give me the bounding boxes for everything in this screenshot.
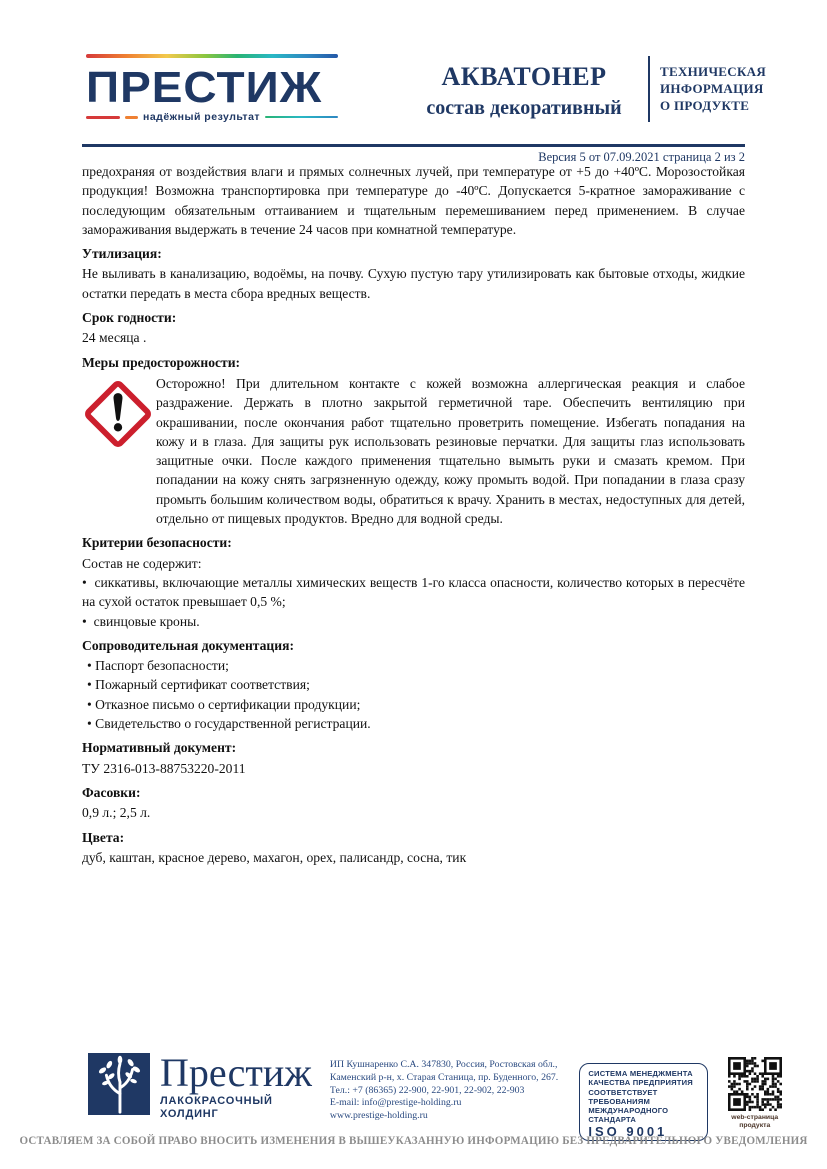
document-body [82,162,745,867]
doc-type-line: О ПРОДУКТЕ [660,98,750,113]
footer-brand-subtitle-line: ЛАКОКРАСОЧНЫЙ [160,1095,273,1107]
footer-brand-subtitle-line: ХОЛДИНГ [160,1108,219,1120]
iso-9001-badge [579,1063,708,1141]
header-vertical-divider [648,56,650,122]
footer-brand-name: Престиж [160,1050,312,1095]
iso-badge-line: СИСТЕМА МЕНЕДЖМЕНТА [588,1069,693,1078]
footer [88,1050,783,1141]
tree-logo-icon [88,1053,150,1115]
contact-phone-line: Тел.: +7 (86365) 22-900, 22-901, 22-902, 22-903 [329,1084,525,1096]
precautions-block [82,374,745,528]
prestige-logo [86,54,338,123]
header-rule [82,144,745,147]
colors-text: дуб, каштан, красное дерево, махагон, орех, палисандр, сосна, тик [82,849,467,865]
contact-website-line: www.prestige-holding.ru [329,1110,428,1122]
brand-tagline: надёжный результат [143,111,261,123]
documentation-bullet: • Отказное письмо о сертификации продукции; [82,695,745,714]
section-heading-packaging: Фасовки: [82,784,141,800]
iso-badge-line: МЕЖДУНАРОДНОГО СТАНДАРТА [588,1106,669,1125]
ghs07-warning-icon [82,374,156,455]
documentation-bullet: • Паспорт безопасности; [82,656,745,675]
footer-brand-block [160,1050,312,1121]
section-heading-documentation: Сопроводительная документация: [82,637,294,653]
section-heading-precautions: Меры предосторожности: [82,354,241,370]
section-heading-safety-criteria: Критерии безопасности: [82,535,232,551]
section-heading-utilization: Утилизация: [82,246,162,262]
safety-criteria-bullet: • сиккативы, включающие металлы химических веществ 1-го класса опасности, количество которых в пересчёте на сухой остаток превышает 0,5 %; [82,573,745,612]
doc-type-label [660,63,766,114]
precautions-text: Осторожно! При длительном контакте с кожей возможна аллергическая реакция и слабое раздражение. Держать в плотно закрытой герметичной таре. Обеспечить вентиляцию при окрашивании, после окончания работ тщательно проветрить помещение. Избегать попадания на кожу и в глаза. Для защиты рук использовать резиновые перчатки. Для защиты глаз использовать защитные очки. После каждого применения тщательно вымыть руки и смазать кремом. При попадании на кожу снять загрязненную одежду, кожу промыть водой. При попадании в глаза сразу промыть большим количеством воды, обратиться к врачу. Хранить в местах, недоступных для детей, отдельно от пищевых продуктов. Вредно для водной среды. [156,375,745,527]
product-name: АКВАТОНЕР [441,62,607,91]
brand-name: ПРЕСТИЖ [86,62,323,112]
doc-type-line: ИНФОРМАЦИЯ [660,81,764,96]
contact-address-line: ИП Кушнаренко С.А. 347830, Россия, Ростовская обл., [329,1059,558,1070]
footer-disclaimer: ОСТАВЛЯЕМ ЗА СОБОЙ ПРАВО ВНОСИТЬ ИЗМЕНЕНИЯ В ВЫШЕУКАЗАННУЮ ИНФОРМАЦИЮ БЕЗ ПРЕДВАРИТЕЛЬНОГО УВЕДОМЛЕНИЯ [19,1135,808,1147]
section-heading-normative: Нормативный документ: [82,740,237,756]
documentation-bullet: • Свидетельство о государственной регистрации. [82,714,745,733]
safety-criteria-bullet: • свинцовые кроны. [82,612,745,631]
footer-logo [88,1050,312,1121]
rainbow-gradient-line [86,54,338,58]
footer-contacts [330,1059,565,1123]
qr-label-line: web-страница [731,1114,779,1121]
section-heading-shelf-life: Срок годности: [82,310,177,326]
normative-text: ТУ 2316-013-88753220-2011 [82,760,246,776]
brand-tagline-row [86,111,338,123]
packaging-text: 0,9 л.; 2,5 л. [82,805,151,821]
red-dash [86,116,120,119]
product-qr-block [726,1057,783,1130]
doc-type-line: ТЕХНИЧЕСКАЯ [660,64,767,79]
storage-paragraph: предохраняя от воздействия влаги и прямых солнечных лучей, при температуре от +5 до +40ºС. Морозостойкая продукция! Возможна транспортировка при температуре до -40ºС. Допускается 5-кратное замораживание с последующим обязательным оттаиванием и тщательным перемешиванием перед применением. В случае замораживания выдержать в течение 24 часов при комнатной температуре. [82,164,745,237]
utilization-text: Не выливать в канализацию, водоёмы, на почву. Сухую пустую тару утилизировать как бытовые отходы, жидкие остатки передать в места сбора вредных веществ. [82,266,745,301]
contact-address-line: Каменский р-н, х. Старая Станица, пр. Буденного, 267. [329,1071,559,1083]
contact-email-line: E-mail: info@prestige-holding.ru [329,1097,462,1109]
shelf-life-text: 24 месяца . [82,330,147,346]
product-title-block [408,62,640,120]
documentation-bullet: • Пожарный сертификат соответствия; [82,675,745,694]
safety-criteria-intro: Состав не содержит: [82,555,202,571]
qr-code-icon [728,1057,782,1111]
orange-dash [125,116,138,119]
iso-badge-line: КАЧЕСТВА ПРЕДПРИЯТИЯ [588,1078,693,1088]
qr-label-line: продукта [739,1122,771,1129]
section-heading-colors: Цвета: [82,829,125,845]
version-page-info: Версия 5 от 07.09.2021 страница 2 из 2 [538,150,745,164]
product-subtitle: состав декоративный [426,97,622,119]
iso-badge-line: СООТВЕТСТВУЕТ ТРЕБОВАНИЯМ [588,1087,658,1106]
iso-standard-label: ISO 9001 [588,1123,668,1139]
teal-gradient-line [265,116,338,119]
